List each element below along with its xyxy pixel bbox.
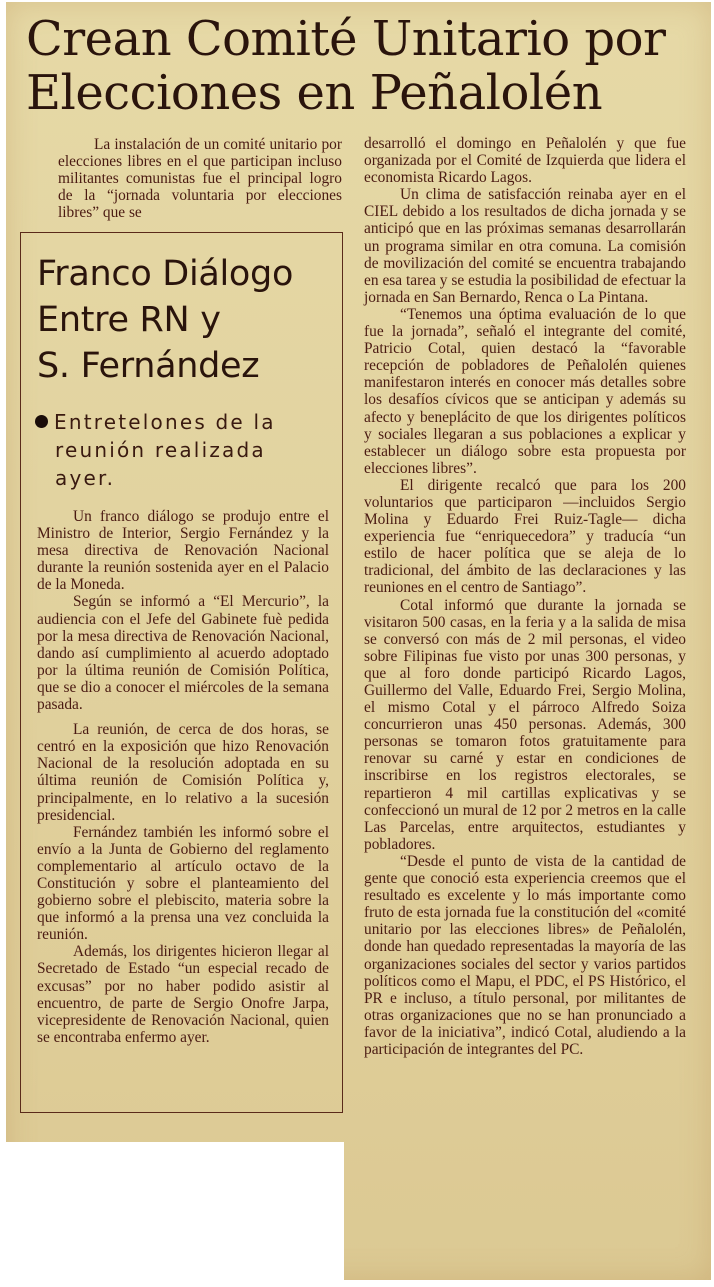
box-headline-line-2: Entre RN y xyxy=(37,300,221,340)
box-headline-line-3: S. Fernández xyxy=(37,346,260,386)
subhead-line-1: Entretelones de la xyxy=(54,410,276,434)
box-paragraph: La reunión, de cerca de dos horas, se centró en la exposición que hizo Renovación Nacional de la resolución adoptada en su última reunión de Comisión Política y, principalmente, en lo relativo a la sucesión presidencial. xyxy=(37,721,329,824)
box-headline-line-1: Franco Diálogo xyxy=(37,254,294,294)
article-paragraph: desarrolló el domingo en Peñalolén y que fue organizada por el Comité de Izquierda que lidera el economista Ricardo Lagos. xyxy=(364,135,686,187)
lead-paragraph-column xyxy=(58,136,342,221)
box-paragraph: Fernández también les informó sobre el envío a la Junta de Gobierno del reglamento complementario al artículo octavo de la Constitución y sobre el planteamiento del gobierno sobre el plebiscito, materia sobre la que informó a la prensa una vez concluida la reunión. xyxy=(37,823,329,944)
lead-paragraph: La instalación de un comité unitario por elecciones libres en el que participan incluso militantes comunistas fue el principal logro de la “jornada voluntaria por elecciones libres” que se xyxy=(58,136,342,222)
article-paragraph: Un clima de satisfacción reinaba ayer en el CIEL debido a los resultados de dicha jornada y se anticipó que en las próximas semanas desarrollarán un programa similar en otra comuna. La comisión de movilización del comité se encuentra trabajando en esa tarea y se estudia la posibilidad de efectuar la jornada en San Bernardo, Renca o La Pintana. xyxy=(364,186,686,306)
box-paragraph: Además, los dirigentes hicieron llegar al Secretado de Estado “un especial recado de excusas” por no haber podido asistir al encuentro, de parte de Sergio Onofre Jarpa, vicepresidente de Renovación Nacional, quien se encontraba enfermo ayer. xyxy=(37,943,329,1046)
article-paragraph: El dirigente recalcó que para los 200 voluntarios que participaron —incluidos Sergio Molina y Eduardo Frei Ruiz-Tagle— dicha experiencia fue “enriquecedora” y traducía “un estilo de hacer política que se aleja de lo tradicional, del ámbito de las declaraciones y las reuniones en el centro de Santiago”. xyxy=(364,476,686,597)
article-paragraph: “Desde el punto de vista de la cantidad de gente que conoció esta experiencia creemos que el resultado es excelente y lo más importante como fruto de esta jornada fue la constitución del «comité unitario por las elecciones libres» de Peñalolén, donde han quedado representadas la mayoría de las organizaciones sociales del sector y varios partidos políticos como el Mapu, el PDC, el PS Histórico, el PR e incluso, a título personal, por militantes de otras organizaciones que no se han pronunciado a favor de la iniciativa”, indicó Cotal, aludiendo a la participación de integrantes del PC. xyxy=(364,852,686,1058)
box-paragraph: Según se informó a “El Mercurio”, la audiencia con el Jefe del Gabinete fuè pedida por la mesa directiva de Renovación Nacional, dando así cumplimiento al acuerdo adoptado por la última reunión de Comisión Política, que se dio a conocer el miércoles de la semana pasada. xyxy=(37,593,329,714)
headline-line-1: Crean Comité Unitario por xyxy=(26,11,666,67)
article-paragraph: “Tenemos una óptima evaluación de lo que fue la jornada”, señaló el integrante del comité, Patricio Cotal, quien destacó la “favorable recepción de pobladores de Peñalolén quienes manifestaron interés en conocer más detalles sobre los desafíos cívicos que se anticipan y además su afecto y beneplácito de que los dirigentes políticos y sociales llegaran a sus poblaciones a explicar y establecer un diálogo sobre esta propuesta por elecciones libres”. xyxy=(364,305,686,477)
blank-bottom-edge xyxy=(0,1281,714,1287)
subhead-line-2: reunión realizada xyxy=(55,438,266,462)
box-subheadline xyxy=(35,408,335,492)
box-paragraph: Un franco diálogo se produjo entre el Ministro de Interior, Sergio Fernández y la mesa directiva de Renovación Nacional durante la reunión sostenida ayer en el Palacio de la Moneda. xyxy=(37,508,329,594)
subhead-line-3: ayer. xyxy=(55,466,116,490)
blank-cutout xyxy=(0,1142,344,1287)
headline-line-2: Elecciones en Peñalolén xyxy=(26,65,603,121)
box-headline xyxy=(37,251,337,389)
main-headline xyxy=(26,12,706,120)
right-article-column xyxy=(364,135,686,1058)
boxed-sidebar-story xyxy=(20,232,343,1113)
bullet-icon xyxy=(35,415,48,428)
box-body xyxy=(37,508,329,1046)
article-paragraph: Cotal informó que durante la jornada se visitaron 500 casas, en la feria y a la salida de misa se conversó con más de 2 mil personas, el video sobre Filipinas fue visto por unas 300 personas, y que al foro donde participó Ricardo Lagos, Guillermo del Valle, Eduardo Frei, Sergio Molina, el mismo Cotal y el párroco Alfredo Soiza concurrieron unas 450 personas. Además, 300 personas se tomaron fotos gratuitamente para renovar su carné y estar en condiciones de inscribirse en los registros electorales, se repartieron 4 mil cartillas explicativas y se confeccionó un mural de 12 por 2 metros en la calle Las Parcelas, entre arquitectos, estudiantes y pobladores. xyxy=(364,596,686,853)
